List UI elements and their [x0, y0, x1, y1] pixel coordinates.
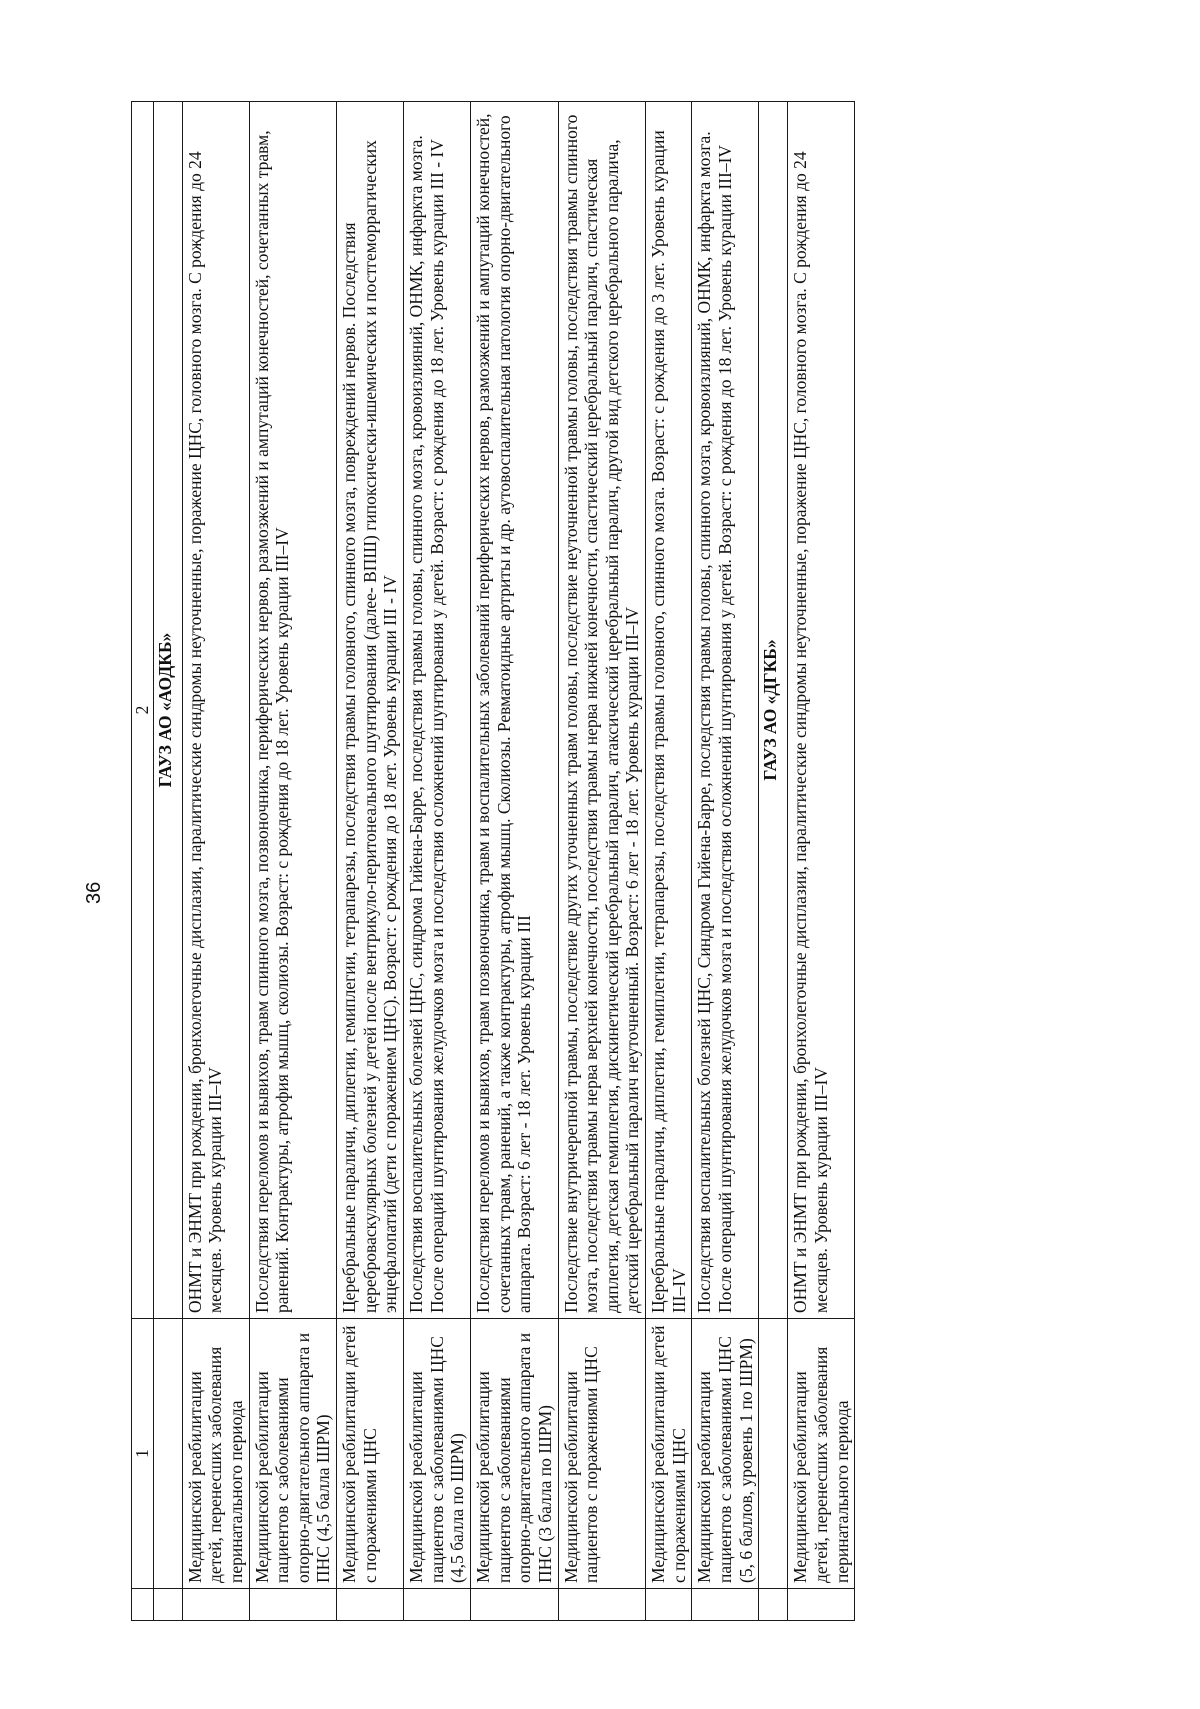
profile-cell: Медицинской реабилитации детей, перенесших заболевания перинатального периода	[182, 1319, 249, 1589]
column-number-1: 1	[132, 1319, 154, 1589]
spacer-cell	[470, 1589, 558, 1621]
description-cell: Последствия переломов и вывихов, травм спинного мозга, позвоночника, периферических нервов, размозжений и ампутаций конечностей, сочетанных травм, ранений. Контрактуры, атрофия мышц, сколиозы. Возраст: с рождения до 18 лет. Уровень курации III–IV	[249, 102, 337, 1319]
column-number-row	[132, 102, 154, 1621]
rehabilitation-table	[131, 101, 855, 1621]
spacer-cell	[692, 1589, 759, 1621]
table-row	[646, 102, 692, 1621]
table-row	[337, 102, 404, 1621]
spacer-cell	[404, 1589, 471, 1621]
table-row	[182, 102, 249, 1621]
description-cell: Церебральные параличи, диплегии, гемиплегии, тетрапарезы, последствия травмы головного, спинного мозга. Возраст: с рождения до 3 лет. Уровень курации III–IV	[646, 102, 692, 1319]
table-row	[404, 102, 471, 1621]
table-row	[788, 102, 855, 1621]
table-row	[558, 102, 646, 1621]
spacer-cell	[132, 1589, 154, 1621]
description-cell: ОНМТ и ЭНМТ при рождении, бронхолегочные дисплазии, паралитические синдромы неуточненные, поражение ЦНС, головного мозга. С рождения до 24 месяцев. Уровень курации III–IV	[182, 102, 249, 1319]
spacer-cell	[788, 1589, 855, 1621]
profile-cell: Медицинской реабилитации пациентов с заболеваниями опорно-двигательного аппарата и ПНС (4,5 балла ШРМ)	[249, 1319, 337, 1589]
spacer-cell	[759, 1589, 788, 1621]
description-cell: ОНМТ и ЭНМТ при рождении, бронхолегочные дисплазии, паралитические синдромы неуточненные, поражение ЦНС, головного мозга. С рождения до 24 месяцев. Уровень курации III–IV	[788, 102, 855, 1319]
profile-cell: Медицинской реабилитации пациентов с заболеваниями опорно-двигательного аппарата и ПНС (3 балла по ШРМ)	[470, 1319, 558, 1589]
spacer-cell	[249, 1589, 337, 1621]
spacer-cell	[182, 1589, 249, 1621]
spacer-cell	[646, 1589, 692, 1621]
description-cell: Последствие внутричерепной травмы, последствие других уточненных травм головы, последствие неуточненной травмы головы, последствия травмы спинного мозга, последствия травмы нерва верхней конечности, последствия травмы нерва нижней конечности, спастический церебральный паралич, спастическая диплегия, детская гемиплегия, дискинетический церебральный паралич, атаксический церебральный паралич, другой вид детского церебрального паралича, детский церебральный паралич неуточненный. Возраст: 6 лет - 18 лет. Уровень курации III–IV	[558, 102, 646, 1319]
profile-cell: Медицинской реабилитации детей с поражениями ЦНС	[646, 1319, 692, 1589]
profile-cell: Медицинской реабилитации пациентов с заболеваниями ЦНС (4,5 балла по ШРМ)	[404, 1319, 471, 1589]
description-cell: Последствия переломов и вывихов, травм позвоночника, травм и воспалительных заболеваний периферических нервов, размозжений и ампутаций конечностей, сочетанных травм, ранений, а также контрактуры, атрофия мышц. Сколиозы. Ревматоидные артриты и др. аутовоспалительная патология опорно-двигательного аппарата. Возраст: 6 лет - 18 лет. Уровень курации III	[470, 102, 558, 1319]
page-number: 36	[83, 881, 105, 904]
section-title: ГАУЗ АО «ДГКБ»	[759, 102, 788, 1319]
column-number-2: 2	[132, 102, 154, 1319]
spacer-cell	[558, 1589, 646, 1621]
section-blank-cell	[153, 1319, 182, 1589]
profile-cell: Медицинской реабилитации пациентов с заболеваниями ЦНС (5, 6 баллов, уровень 1 по ШРМ)	[692, 1319, 759, 1589]
section-row	[759, 102, 788, 1621]
profile-cell: Медицинской реабилитации детей, перенесших заболевания перинатального периода	[788, 1319, 855, 1589]
description-cell: Последствия воспалительных болезней ЦНС, Синдрома Гийена-Барре, последствия травмы головы, спинного мозга, кровоизлияний, ОНМК, инфаркта мозга. После операций шунтирования желудочков мозга и последствия осложнений шунтирования у детей. Возраст: с рождения до 18 лет. Уровень курации III–IV	[692, 102, 759, 1319]
table-row	[249, 102, 337, 1621]
table-row	[470, 102, 558, 1621]
description-cell: Церебральные параличи, диплегии, гемиплегии, тетрапарезы, последствия травмы головного, спинного мозга, повреждений нервов. Последствия цереброваскулярных болезней у детей после вентрикуло-перитонеального шунтирования (далее- ВПШ) гипоксически-ишемических и постгеморрагических энцефалопатий (дети с поражением ЦНС). Возраст: с рождения до 18 лет. Уровень курации III - IV	[337, 102, 404, 1319]
spacer-cell	[337, 1589, 404, 1621]
description-cell: Последствия воспалительных болезней ЦНС, синдрома Гийена-Барре, последствия травмы головы, спинного мозга, кровоизлияний, ОНМК, инфаркта мозга. После операций шунтирования желудочков мозга и последствия осложнений шунтирования у детей. Возраст: с рождения до 18 лет. Уровень курации III - IV	[404, 102, 471, 1319]
section-title: ГАУЗ АО «АОДКБ»	[153, 102, 182, 1319]
section-row	[153, 102, 182, 1621]
spacer-cell	[153, 1589, 182, 1621]
profile-cell: Медицинской реабилитации пациентов с поражениями ЦНС	[558, 1319, 646, 1589]
table-row	[692, 102, 759, 1621]
section-blank-cell	[759, 1319, 788, 1589]
profile-cell: Медицинской реабилитации детей с поражениями ЦНС	[337, 1319, 404, 1589]
